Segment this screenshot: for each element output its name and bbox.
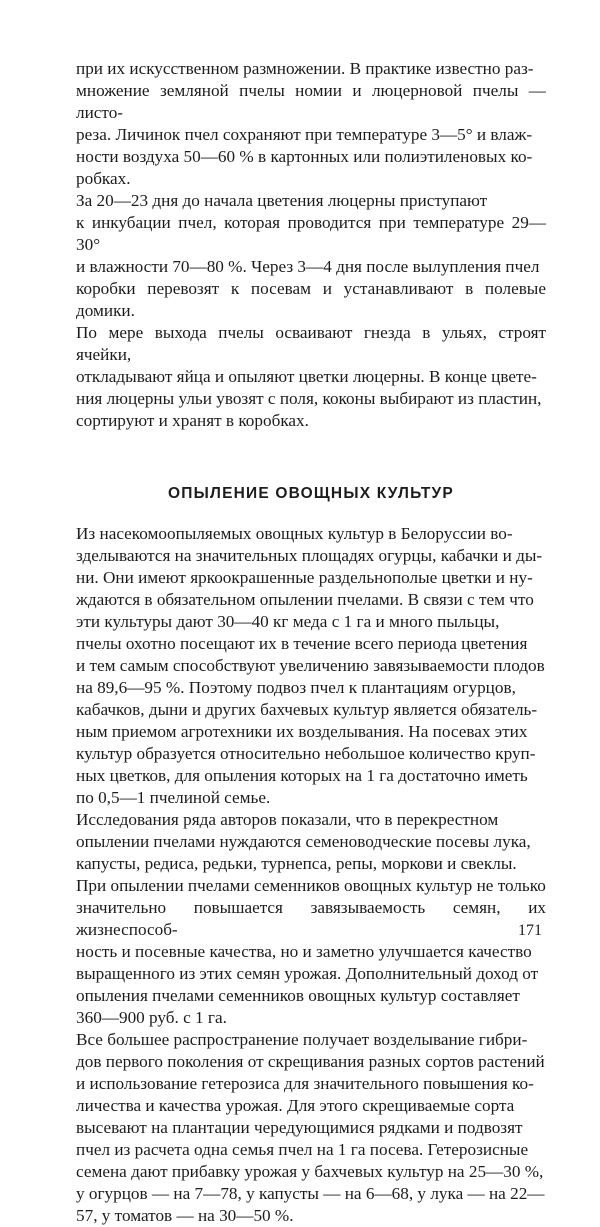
page-number: 171: [518, 922, 542, 939]
paragraph-bee-breeding-storage: при их искусственном размножении. В практике известно раз- множение земляной пчелы номии и люцерновой пчелы — листо- реза. Личинок пчел сохраняют при температуре 3—5° и влаж- ности воздуха 50—60 % в картонных или полиэтиленовых ко- робках.: [76, 59, 546, 188]
section-heading: ОПЫЛЕНИЕ ОВОЩНЫХ КУЛЬТУР: [168, 485, 454, 502]
paragraph-seed-plants-research: Исследования ряда авторов показали, что в перекрестном опылении пчелами нуждаются семеноводческие посевы лука, капусты, редиса, редьки, турнепса, репы, моркови и свеклы. При опылении пчелами семенников овощных культур не только значительно повышается завязываемость семян, их жизнеспособ- ность и посевные качества, но и заметно улучшается качество выращенного из этих семян урожая. Дополнительный доход от опыления пчелами семенников овощных культур составляет 360—900 руб. с 1 га.: [76, 810, 546, 1027]
paragraph-bee-incubation: За 20—23 дня до начала цветения люцерны приступают к инкубации пчел, которая проводится при температуре 29—30° и влажности 70—80 %. Через 3—4 дня после вылупления пчел коробки перевозят к посевам и устанавливают в полевые домики. По мере выхода пчелы осваивают гнезда в ульях, строят ячейки, откладывают яйца и опыляют цветки люцерны. В конце цвете- ния люцерны ульи увозят с поля, коконы выбирают из пластин, сортируют и хранят в коробках.: [76, 191, 546, 430]
paragraph-vegetable-pollination: Из насекомоопыляемых овощных культур в Белоруссии во- зделываются на значительных площадях огурцы, кабачки и ды- ни. Они имеют яркоокрашенные раздельнополые цветки и ну- ждаются в обязательном опылении пчелами. В связи с тем что эти культуры дают 30—40 кг меда с 1 га и много пыльцы, пчелы охотно посещают их в течение всего периода цветения и тем самым способствуют увеличению завязываемости плодов на 89,6—95 %. Поэтому подвоз пчел к плантациям огурцов, кабачков, дыни и других бахчевых культур является обязатель- ным приемом агротехники их возделывания. На посевах этих культур образуется относительно небольшое количество круп- ных цветков, для опыления которых на 1 га достаточно иметь по 0,5—1 пчелиной семье.: [76, 524, 545, 807]
page-text-column: [76, 58, 546, 1227]
paragraph-hybrid-seeds: Все большее распространение получает возделывание гибри- дов первого поколения от скрещивания разных сортов растений и использование гетерозиса для значительного повышения ко- личества и качества урожая. Для этого скрещиваемые сорта высевают на плантации чередующимися рядками и подвозят пчел из расчета одна семья пчел на 1 га посева. Гетерозисные семена дают прибавку урожая у бахчевых культур на 25—30 %, у огурцов — на 7—78, у капусты — на 6—68, у лука — на 22— 57, у томатов — на 30—50 %.: [76, 1030, 545, 1225]
